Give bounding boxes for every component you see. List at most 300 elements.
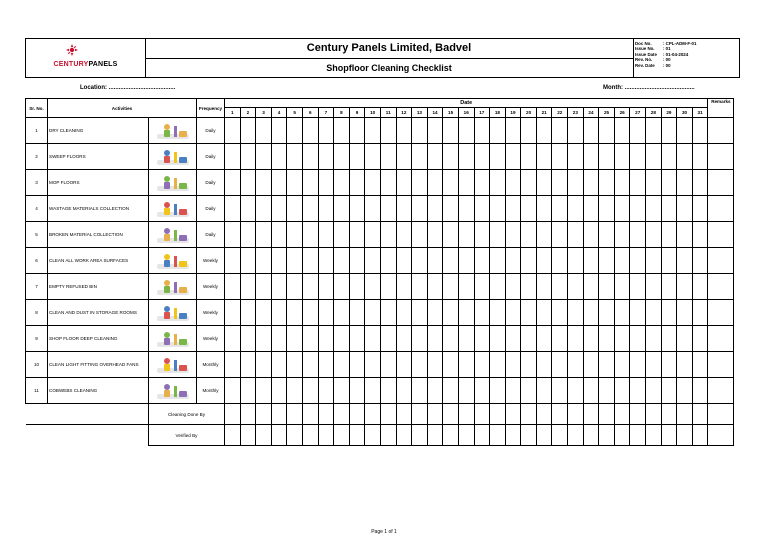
day-check-cell[interactable] <box>505 274 521 300</box>
day-check-cell[interactable] <box>583 352 599 378</box>
day-check-cell[interactable] <box>380 378 396 404</box>
day-check-cell[interactable] <box>536 352 552 378</box>
day-check-cell[interactable] <box>396 352 412 378</box>
day-check-cell[interactable] <box>365 352 381 378</box>
signoff-remarks-cell[interactable] <box>708 404 734 425</box>
day-check-cell[interactable] <box>365 196 381 222</box>
day-check-cell[interactable] <box>568 118 584 144</box>
day-check-cell[interactable] <box>505 352 521 378</box>
day-check-cell[interactable] <box>412 326 428 352</box>
day-check-cell[interactable] <box>380 352 396 378</box>
day-check-cell[interactable] <box>225 300 241 326</box>
day-check-cell[interactable] <box>256 378 272 404</box>
day-check-cell[interactable] <box>614 222 630 248</box>
day-check-cell[interactable] <box>692 196 708 222</box>
day-check-cell[interactable] <box>225 170 241 196</box>
signoff-day-cell[interactable] <box>552 404 568 425</box>
day-check-cell[interactable] <box>412 248 428 274</box>
day-check-cell[interactable] <box>271 196 287 222</box>
day-check-cell[interactable] <box>474 248 490 274</box>
signoff-day-cell[interactable] <box>271 404 287 425</box>
day-check-cell[interactable] <box>225 274 241 300</box>
day-check-cell[interactable] <box>240 378 256 404</box>
day-check-cell[interactable] <box>630 352 646 378</box>
day-check-cell[interactable] <box>334 144 350 170</box>
day-check-cell[interactable] <box>505 144 521 170</box>
day-check-cell[interactable] <box>443 118 459 144</box>
day-check-cell[interactable] <box>677 248 693 274</box>
day-check-cell[interactable] <box>599 300 615 326</box>
day-check-cell[interactable] <box>474 118 490 144</box>
day-check-cell[interactable] <box>443 222 459 248</box>
day-check-cell[interactable] <box>458 170 474 196</box>
day-check-cell[interactable] <box>458 274 474 300</box>
day-check-cell[interactable] <box>677 144 693 170</box>
day-check-cell[interactable] <box>568 274 584 300</box>
day-check-cell[interactable] <box>334 274 350 300</box>
signoff-day-cell[interactable] <box>692 425 708 446</box>
day-check-cell[interactable] <box>614 118 630 144</box>
day-check-cell[interactable] <box>318 144 334 170</box>
day-check-cell[interactable] <box>318 118 334 144</box>
day-check-cell[interactable] <box>396 326 412 352</box>
day-check-cell[interactable] <box>490 170 506 196</box>
day-check-cell[interactable] <box>349 300 365 326</box>
day-check-cell[interactable] <box>302 326 318 352</box>
day-check-cell[interactable] <box>240 144 256 170</box>
signoff-day-cell[interactable] <box>318 425 334 446</box>
day-check-cell[interactable] <box>599 222 615 248</box>
signoff-day-cell[interactable] <box>380 404 396 425</box>
day-check-cell[interactable] <box>646 196 662 222</box>
day-check-cell[interactable] <box>661 378 677 404</box>
remarks-cell[interactable] <box>708 118 734 144</box>
day-check-cell[interactable] <box>365 118 381 144</box>
day-check-cell[interactable] <box>692 378 708 404</box>
day-check-cell[interactable] <box>521 274 537 300</box>
signoff-day-cell[interactable] <box>302 425 318 446</box>
day-check-cell[interactable] <box>302 274 318 300</box>
day-check-cell[interactable] <box>599 170 615 196</box>
day-check-cell[interactable] <box>661 248 677 274</box>
remarks-cell[interactable] <box>708 352 734 378</box>
day-check-cell[interactable] <box>256 326 272 352</box>
day-check-cell[interactable] <box>458 352 474 378</box>
signoff-day-cell[interactable] <box>256 425 272 446</box>
signoff-remarks-cell[interactable] <box>708 425 734 446</box>
day-check-cell[interactable] <box>271 248 287 274</box>
signoff-day-cell[interactable] <box>536 425 552 446</box>
signoff-day-cell[interactable] <box>287 425 303 446</box>
signoff-day-cell[interactable] <box>365 425 381 446</box>
day-check-cell[interactable] <box>443 170 459 196</box>
day-check-cell[interactable] <box>302 378 318 404</box>
day-check-cell[interactable] <box>256 144 272 170</box>
day-check-cell[interactable] <box>349 170 365 196</box>
day-check-cell[interactable] <box>692 144 708 170</box>
day-check-cell[interactable] <box>365 144 381 170</box>
day-check-cell[interactable] <box>302 196 318 222</box>
day-check-cell[interactable] <box>225 144 241 170</box>
day-check-cell[interactable] <box>614 378 630 404</box>
day-check-cell[interactable] <box>552 326 568 352</box>
day-check-cell[interactable] <box>490 378 506 404</box>
day-check-cell[interactable] <box>349 248 365 274</box>
signoff-day-cell[interactable] <box>646 425 662 446</box>
day-check-cell[interactable] <box>583 326 599 352</box>
day-check-cell[interactable] <box>271 378 287 404</box>
day-check-cell[interactable] <box>505 196 521 222</box>
day-check-cell[interactable] <box>334 222 350 248</box>
day-check-cell[interactable] <box>521 170 537 196</box>
day-check-cell[interactable] <box>287 170 303 196</box>
day-check-cell[interactable] <box>692 352 708 378</box>
day-check-cell[interactable] <box>677 196 693 222</box>
day-check-cell[interactable] <box>349 378 365 404</box>
day-check-cell[interactable] <box>568 248 584 274</box>
day-check-cell[interactable] <box>412 144 428 170</box>
day-check-cell[interactable] <box>568 144 584 170</box>
signoff-day-cell[interactable] <box>661 404 677 425</box>
day-check-cell[interactable] <box>692 170 708 196</box>
signoff-day-cell[interactable] <box>677 425 693 446</box>
day-check-cell[interactable] <box>443 300 459 326</box>
day-check-cell[interactable] <box>568 378 584 404</box>
day-check-cell[interactable] <box>552 300 568 326</box>
day-check-cell[interactable] <box>349 326 365 352</box>
day-check-cell[interactable] <box>256 300 272 326</box>
day-check-cell[interactable] <box>412 118 428 144</box>
day-check-cell[interactable] <box>474 274 490 300</box>
day-check-cell[interactable] <box>521 300 537 326</box>
day-check-cell[interactable] <box>536 378 552 404</box>
day-check-cell[interactable] <box>646 378 662 404</box>
day-check-cell[interactable] <box>287 378 303 404</box>
day-check-cell[interactable] <box>365 300 381 326</box>
day-check-cell[interactable] <box>677 378 693 404</box>
day-check-cell[interactable] <box>583 248 599 274</box>
signoff-day-cell[interactable] <box>225 404 241 425</box>
day-check-cell[interactable] <box>521 196 537 222</box>
signoff-day-cell[interactable] <box>630 425 646 446</box>
signoff-day-cell[interactable] <box>490 404 506 425</box>
day-check-cell[interactable] <box>396 118 412 144</box>
day-check-cell[interactable] <box>287 300 303 326</box>
day-check-cell[interactable] <box>334 248 350 274</box>
day-check-cell[interactable] <box>302 118 318 144</box>
day-check-cell[interactable] <box>365 378 381 404</box>
signoff-day-cell[interactable] <box>490 425 506 446</box>
day-check-cell[interactable] <box>583 170 599 196</box>
day-check-cell[interactable] <box>614 326 630 352</box>
day-check-cell[interactable] <box>287 274 303 300</box>
day-check-cell[interactable] <box>287 326 303 352</box>
day-check-cell[interactable] <box>692 248 708 274</box>
day-check-cell[interactable] <box>646 118 662 144</box>
signoff-day-cell[interactable] <box>365 404 381 425</box>
day-check-cell[interactable] <box>240 274 256 300</box>
day-check-cell[interactable] <box>490 300 506 326</box>
day-check-cell[interactable] <box>474 326 490 352</box>
day-check-cell[interactable] <box>427 144 443 170</box>
day-check-cell[interactable] <box>599 352 615 378</box>
day-check-cell[interactable] <box>630 326 646 352</box>
day-check-cell[interactable] <box>614 170 630 196</box>
day-check-cell[interactable] <box>521 326 537 352</box>
day-check-cell[interactable] <box>474 170 490 196</box>
day-check-cell[interactable] <box>225 222 241 248</box>
day-check-cell[interactable] <box>412 378 428 404</box>
day-check-cell[interactable] <box>412 222 428 248</box>
signoff-day-cell[interactable] <box>412 425 428 446</box>
day-check-cell[interactable] <box>614 196 630 222</box>
day-check-cell[interactable] <box>318 352 334 378</box>
signoff-day-cell[interactable] <box>614 425 630 446</box>
day-check-cell[interactable] <box>599 378 615 404</box>
day-check-cell[interactable] <box>443 248 459 274</box>
day-check-cell[interactable] <box>256 222 272 248</box>
day-check-cell[interactable] <box>240 352 256 378</box>
day-check-cell[interactable] <box>302 352 318 378</box>
day-check-cell[interactable] <box>256 274 272 300</box>
day-check-cell[interactable] <box>677 222 693 248</box>
day-check-cell[interactable] <box>552 144 568 170</box>
day-check-cell[interactable] <box>692 326 708 352</box>
day-check-cell[interactable] <box>536 118 552 144</box>
signoff-day-cell[interactable] <box>521 425 537 446</box>
day-check-cell[interactable] <box>552 378 568 404</box>
signoff-day-cell[interactable] <box>240 425 256 446</box>
day-check-cell[interactable] <box>583 274 599 300</box>
day-check-cell[interactable] <box>240 248 256 274</box>
signoff-day-cell[interactable] <box>396 404 412 425</box>
day-check-cell[interactable] <box>614 144 630 170</box>
day-check-cell[interactable] <box>365 170 381 196</box>
day-check-cell[interactable] <box>552 118 568 144</box>
signoff-day-cell[interactable] <box>318 404 334 425</box>
day-check-cell[interactable] <box>427 326 443 352</box>
day-check-cell[interactable] <box>630 248 646 274</box>
signoff-day-cell[interactable] <box>427 404 443 425</box>
signoff-day-cell[interactable] <box>630 404 646 425</box>
signoff-day-cell[interactable] <box>349 404 365 425</box>
day-check-cell[interactable] <box>614 274 630 300</box>
day-check-cell[interactable] <box>630 170 646 196</box>
day-check-cell[interactable] <box>427 222 443 248</box>
signoff-day-cell[interactable] <box>599 404 615 425</box>
day-check-cell[interactable] <box>271 222 287 248</box>
day-check-cell[interactable] <box>427 352 443 378</box>
day-check-cell[interactable] <box>380 274 396 300</box>
day-check-cell[interactable] <box>271 118 287 144</box>
signoff-day-cell[interactable] <box>225 425 241 446</box>
signoff-day-cell[interactable] <box>505 404 521 425</box>
day-check-cell[interactable] <box>505 222 521 248</box>
day-check-cell[interactable] <box>380 300 396 326</box>
day-check-cell[interactable] <box>365 326 381 352</box>
day-check-cell[interactable] <box>552 196 568 222</box>
day-check-cell[interactable] <box>412 196 428 222</box>
day-check-cell[interactable] <box>646 222 662 248</box>
day-check-cell[interactable] <box>225 196 241 222</box>
day-check-cell[interactable] <box>677 170 693 196</box>
day-check-cell[interactable] <box>334 326 350 352</box>
signoff-day-cell[interactable] <box>474 404 490 425</box>
day-check-cell[interactable] <box>646 326 662 352</box>
day-check-cell[interactable] <box>490 222 506 248</box>
day-check-cell[interactable] <box>380 248 396 274</box>
day-check-cell[interactable] <box>349 144 365 170</box>
day-check-cell[interactable] <box>614 352 630 378</box>
day-check-cell[interactable] <box>536 300 552 326</box>
day-check-cell[interactable] <box>490 352 506 378</box>
day-check-cell[interactable] <box>614 300 630 326</box>
day-check-cell[interactable] <box>427 274 443 300</box>
day-check-cell[interactable] <box>583 144 599 170</box>
day-check-cell[interactable] <box>287 118 303 144</box>
day-check-cell[interactable] <box>630 300 646 326</box>
day-check-cell[interactable] <box>302 222 318 248</box>
day-check-cell[interactable] <box>583 118 599 144</box>
day-check-cell[interactable] <box>521 144 537 170</box>
day-check-cell[interactable] <box>271 300 287 326</box>
day-check-cell[interactable] <box>427 196 443 222</box>
day-check-cell[interactable] <box>458 248 474 274</box>
day-check-cell[interactable] <box>536 196 552 222</box>
signoff-day-cell[interactable] <box>349 425 365 446</box>
day-check-cell[interactable] <box>396 300 412 326</box>
signoff-day-cell[interactable] <box>380 425 396 446</box>
day-check-cell[interactable] <box>256 248 272 274</box>
day-check-cell[interactable] <box>365 222 381 248</box>
day-check-cell[interactable] <box>458 222 474 248</box>
day-check-cell[interactable] <box>412 352 428 378</box>
day-check-cell[interactable] <box>552 274 568 300</box>
day-check-cell[interactable] <box>396 196 412 222</box>
day-check-cell[interactable] <box>646 352 662 378</box>
day-check-cell[interactable] <box>583 196 599 222</box>
day-check-cell[interactable] <box>474 222 490 248</box>
signoff-day-cell[interactable] <box>474 425 490 446</box>
day-check-cell[interactable] <box>521 378 537 404</box>
signoff-day-cell[interactable] <box>614 404 630 425</box>
signoff-day-cell[interactable] <box>443 404 459 425</box>
day-check-cell[interactable] <box>630 274 646 300</box>
signoff-day-cell[interactable] <box>458 404 474 425</box>
day-check-cell[interactable] <box>334 118 350 144</box>
day-check-cell[interactable] <box>505 118 521 144</box>
day-check-cell[interactable] <box>599 144 615 170</box>
day-check-cell[interactable] <box>458 300 474 326</box>
day-check-cell[interactable] <box>271 170 287 196</box>
day-check-cell[interactable] <box>521 118 537 144</box>
signoff-day-cell[interactable] <box>443 425 459 446</box>
day-check-cell[interactable] <box>599 248 615 274</box>
day-check-cell[interactable] <box>443 378 459 404</box>
day-check-cell[interactable] <box>646 170 662 196</box>
day-check-cell[interactable] <box>474 378 490 404</box>
day-check-cell[interactable] <box>427 118 443 144</box>
day-check-cell[interactable] <box>256 118 272 144</box>
day-check-cell[interactable] <box>661 326 677 352</box>
day-check-cell[interactable] <box>302 170 318 196</box>
day-check-cell[interactable] <box>630 144 646 170</box>
day-check-cell[interactable] <box>630 118 646 144</box>
signoff-day-cell[interactable] <box>521 404 537 425</box>
signoff-day-cell[interactable] <box>568 404 584 425</box>
day-check-cell[interactable] <box>599 118 615 144</box>
remarks-cell[interactable] <box>708 274 734 300</box>
day-check-cell[interactable] <box>677 352 693 378</box>
day-check-cell[interactable] <box>256 196 272 222</box>
day-check-cell[interactable] <box>474 300 490 326</box>
day-check-cell[interactable] <box>536 222 552 248</box>
day-check-cell[interactable] <box>521 352 537 378</box>
day-check-cell[interactable] <box>412 170 428 196</box>
day-check-cell[interactable] <box>240 196 256 222</box>
day-check-cell[interactable] <box>380 170 396 196</box>
day-check-cell[interactable] <box>318 196 334 222</box>
day-check-cell[interactable] <box>380 222 396 248</box>
day-check-cell[interactable] <box>396 222 412 248</box>
day-check-cell[interactable] <box>302 248 318 274</box>
day-check-cell[interactable] <box>490 144 506 170</box>
day-check-cell[interactable] <box>240 300 256 326</box>
signoff-day-cell[interactable] <box>536 404 552 425</box>
signoff-day-cell[interactable] <box>412 404 428 425</box>
remarks-cell[interactable] <box>708 222 734 248</box>
day-check-cell[interactable] <box>396 274 412 300</box>
signoff-day-cell[interactable] <box>661 425 677 446</box>
day-check-cell[interactable] <box>552 222 568 248</box>
signoff-day-cell[interactable] <box>568 425 584 446</box>
day-check-cell[interactable] <box>380 118 396 144</box>
day-check-cell[interactable] <box>318 274 334 300</box>
day-check-cell[interactable] <box>427 170 443 196</box>
signoff-day-cell[interactable] <box>646 404 662 425</box>
signoff-day-cell[interactable] <box>302 404 318 425</box>
day-check-cell[interactable] <box>474 196 490 222</box>
day-check-cell[interactable] <box>396 144 412 170</box>
day-check-cell[interactable] <box>505 300 521 326</box>
day-check-cell[interactable] <box>396 170 412 196</box>
day-check-cell[interactable] <box>334 378 350 404</box>
day-check-cell[interactable] <box>443 326 459 352</box>
remarks-cell[interactable] <box>708 326 734 352</box>
day-check-cell[interactable] <box>318 378 334 404</box>
day-check-cell[interactable] <box>490 248 506 274</box>
day-check-cell[interactable] <box>318 248 334 274</box>
day-check-cell[interactable] <box>692 118 708 144</box>
signoff-day-cell[interactable] <box>287 404 303 425</box>
day-check-cell[interactable] <box>661 170 677 196</box>
day-check-cell[interactable] <box>583 300 599 326</box>
remarks-cell[interactable] <box>708 170 734 196</box>
day-check-cell[interactable] <box>458 196 474 222</box>
day-check-cell[interactable] <box>536 274 552 300</box>
day-check-cell[interactable] <box>287 222 303 248</box>
day-check-cell[interactable] <box>443 196 459 222</box>
day-check-cell[interactable] <box>490 274 506 300</box>
day-check-cell[interactable] <box>256 352 272 378</box>
day-check-cell[interactable] <box>646 144 662 170</box>
day-check-cell[interactable] <box>661 196 677 222</box>
day-check-cell[interactable] <box>521 248 537 274</box>
signoff-day-cell[interactable] <box>599 425 615 446</box>
day-check-cell[interactable] <box>536 170 552 196</box>
day-check-cell[interactable] <box>271 274 287 300</box>
signoff-day-cell[interactable] <box>396 425 412 446</box>
